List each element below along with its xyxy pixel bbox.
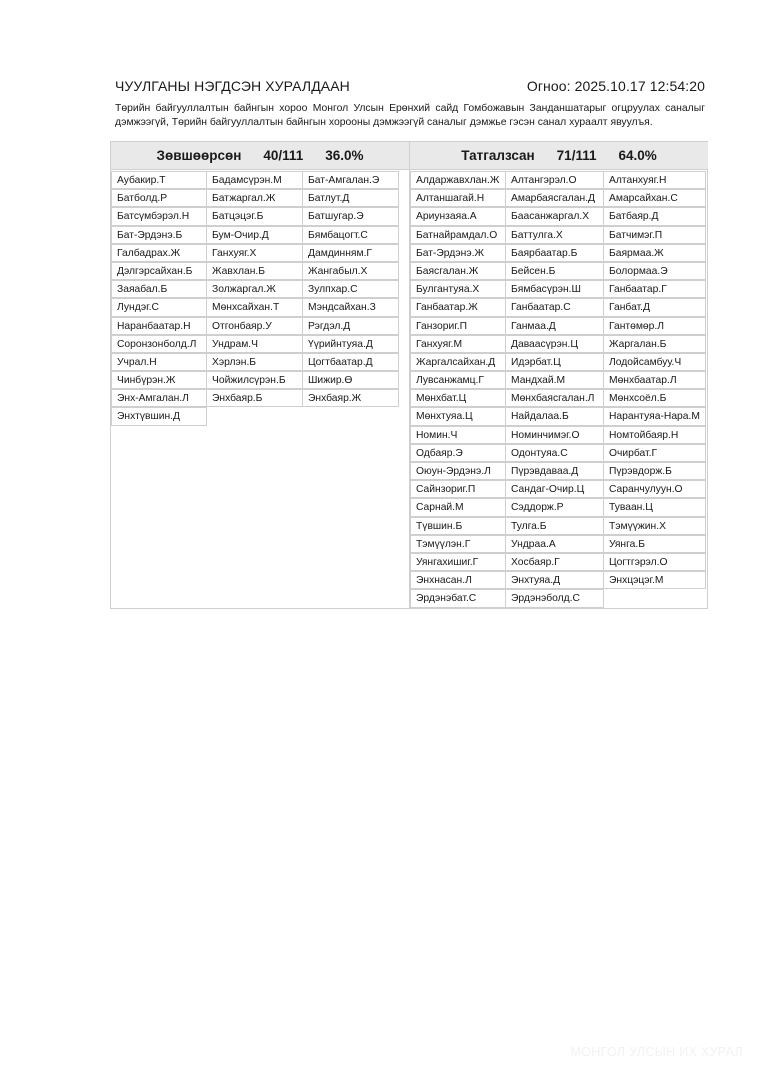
reject-member-name: Уянгахишиг.Г <box>410 553 506 571</box>
approve-member-name: Галбадрах.Ж <box>111 244 207 262</box>
reject-member-name: Баттулга.Х <box>505 226 604 244</box>
approve-member-name: Лундэг.С <box>111 298 207 316</box>
approve-member-name: Отгонбаяр.У <box>206 317 303 335</box>
approve-member-name: Бадамсүрэн.М <box>206 171 303 189</box>
reject-member-name: Нарантуяа-Нара.М <box>603 407 706 425</box>
approve-member-name: Ганхуяг.Х <box>206 244 303 262</box>
approve-member-name: Батжаргал.Ж <box>206 189 303 207</box>
approve-member-name: Шижир.Ө <box>302 371 399 389</box>
reject-member-name: Лувсанжамц.Г <box>410 371 506 389</box>
approve-header <box>111 142 409 170</box>
reject-member-name: Энхцэцэг.М <box>603 571 706 589</box>
reject-member-name: Эрдэнэбат.С <box>410 589 506 607</box>
reject-label: Татгалзсан <box>461 148 535 163</box>
approve-member-name: Бат-Амгалан.Э <box>302 171 399 189</box>
reject-member-name: Ганбаатар.С <box>505 298 604 316</box>
reject-member-name: Батчимэг.П <box>603 226 706 244</box>
reject-member-name: Ганзориг.П <box>410 317 506 335</box>
approve-count: 40/111 <box>263 148 304 163</box>
reject-member-name: Энхнасан.Л <box>410 571 506 589</box>
reject-member-name: Баярбаатар.Б <box>505 244 604 262</box>
approve-member-name: Бум-Очир.Д <box>206 226 303 244</box>
reject-member-name: Гантөмөр.Л <box>603 317 706 335</box>
reject-member-name: Түвшин.Б <box>410 517 506 535</box>
reject-member-name: Мөнхбаясгалан.Л <box>505 389 604 407</box>
reject-member-name: Алдаржавхлан.Ж <box>410 171 506 189</box>
approve-member-name: Чойжилсүрэн.Б <box>206 371 303 389</box>
reject-member-name: Одонтуяа.С <box>505 444 604 462</box>
approve-member-name: Жавхлан.Б <box>206 262 303 280</box>
approve-member-name: Чинбүрэн.Ж <box>111 371 207 389</box>
approve-member-name: Хэрлэн.Б <box>206 353 303 371</box>
approve-member-name: Үүрийнтуяа.Д <box>302 335 399 353</box>
approve-member-name: Энхбаяр.Ж <box>302 389 399 407</box>
approve-member-name: Соронзонболд.Л <box>111 335 207 353</box>
reject-member-name: Саранчулуун.О <box>603 480 706 498</box>
reject-member-name: Булгантуяа.Х <box>410 280 506 298</box>
approve-member-name: Батцэцэг.Б <box>206 207 303 225</box>
reject-member-name: Ганбат.Д <box>603 298 706 316</box>
reject-member-name: Бат-Эрдэнэ.Ж <box>410 244 506 262</box>
approve-member-name: Дэлгэрсайхан.Б <box>111 262 207 280</box>
approve-member-name: Энх-Амгалан.Л <box>111 389 207 407</box>
reject-member-name: Тулга.Б <box>505 517 604 535</box>
reject-member-name: Даваасүрэн.Ц <box>505 335 604 353</box>
approve-member-name: Энхтүвшин.Д <box>111 407 207 425</box>
approve-member-name: Цогтбаатар.Д <box>302 353 399 371</box>
reject-member-name: Батнайрамдал.О <box>410 226 506 244</box>
reject-member-name: Алтанхуяг.Н <box>603 171 706 189</box>
reject-member-name: Эрдэнэболд.С <box>505 589 604 607</box>
page-title: ЧУУЛГАНЫ НЭГДСЭН ХУРАЛДААН <box>115 78 350 94</box>
approve-member-name: Батлут.Д <box>302 189 399 207</box>
reject-member-name: Лодойсамбуу.Ч <box>603 353 706 371</box>
approve-member-name: Аубакир.Т <box>111 171 207 189</box>
reject-member-name: Тэмүүлэн.Г <box>410 535 506 553</box>
reject-member-name: Жаргалсайхан.Д <box>410 353 506 371</box>
reject-member-name: Алтангэрэл.О <box>505 171 604 189</box>
reject-member-name: Сандаг-Очир.Ц <box>505 480 604 498</box>
reject-member-name: Сэддорж.Р <box>505 498 604 516</box>
approve-member-name: Жангабыл.Х <box>302 262 399 280</box>
reject-member-name: Бейсен.Б <box>505 262 604 280</box>
reject-member-name: Ганбаатар.Г <box>603 280 706 298</box>
reject-member-name: Баярмаа.Ж <box>603 244 706 262</box>
reject-member-name: Тэмүүжин.Х <box>603 517 706 535</box>
reject-member-name: Ганмаа.Д <box>505 317 604 335</box>
reject-member-name: Номин.Ч <box>410 426 506 444</box>
reject-member-name: Бямбасүрэн.Ш <box>505 280 604 298</box>
reject-member-name: Мандхай.М <box>505 371 604 389</box>
reject-member-name: Ганхуяг.М <box>410 335 506 353</box>
reject-member-name: Энхтуяа.Д <box>505 571 604 589</box>
approve-member-name: Зулпхар.С <box>302 280 399 298</box>
approve-percent: 36.0% <box>325 148 364 163</box>
reject-header <box>410 142 708 170</box>
reject-member-name: Цогтгэрэл.О <box>603 553 706 571</box>
reject-member-name: Номинчимэг.О <box>505 426 604 444</box>
approve-member-name: Бямбацогт.С <box>302 226 399 244</box>
reject-member-name: Баясгалан.Ж <box>410 262 506 280</box>
reject-member-name: Ундраа.А <box>505 535 604 553</box>
reject-member-name: Одбаяр.Э <box>410 444 506 462</box>
reject-member-name: Номтойбаяр.Н <box>603 426 706 444</box>
approve-name-grid <box>111 171 409 426</box>
approve-member-name: Дамдинням.Г <box>302 244 399 262</box>
approve-member-name: Золжаргал.Ж <box>206 280 303 298</box>
reject-member-name: Ганбаатар.Ж <box>410 298 506 316</box>
reject-member-name: Мөнхбаатар.Л <box>603 371 706 389</box>
reject-count: 71/111 <box>556 148 597 163</box>
approve-section <box>111 142 410 608</box>
approve-member-name: Энхбаяр.Б <box>206 389 303 407</box>
reject-member-name: Уянга.Б <box>603 535 706 553</box>
reject-section <box>410 142 708 608</box>
reject-member-name: Найдалаа.Б <box>505 407 604 425</box>
reject-name-grid <box>410 171 708 608</box>
reject-member-name: Амарбаясгалан.Д <box>505 189 604 207</box>
reject-member-name: Идэрбат.Ц <box>505 353 604 371</box>
reject-member-name: Оюун-Эрдэнэ.Л <box>410 462 506 480</box>
reject-member-name: Баасанжаргал.Х <box>505 207 604 225</box>
approve-member-name: Наранбаатар.Н <box>111 317 207 335</box>
approve-member-name: Бат-Эрдэнэ.Б <box>111 226 207 244</box>
approve-member-name: Рэгдэл.Д <box>302 317 399 335</box>
reject-member-name: Туваан.Ц <box>603 498 706 516</box>
reject-member-name: Алтаншагай.Н <box>410 189 506 207</box>
reject-member-name: Пүрэвдаваа.Д <box>505 462 604 480</box>
approve-member-name: Батболд.Р <box>111 189 207 207</box>
approve-member-name: Батсүмбэрэл.Н <box>111 207 207 225</box>
approve-member-name: Мөнхсайхан.Т <box>206 298 303 316</box>
approve-member-name: Ундрам.Ч <box>206 335 303 353</box>
reject-member-name: Батбаяр.Д <box>603 207 706 225</box>
reject-member-name: Очирбат.Г <box>603 444 706 462</box>
reject-member-name: Сарнай.М <box>410 498 506 516</box>
timestamp: Огноо: 2025.10.17 12:54:20 <box>526 78 705 94</box>
approve-member-name: Учрал.Н <box>111 353 207 371</box>
reject-member-name: Пүрэвдорж.Б <box>603 462 706 480</box>
reject-member-name: Жаргалан.Б <box>603 335 706 353</box>
reject-percent: 64.0% <box>618 148 657 163</box>
page-header <box>115 78 705 94</box>
reject-member-name: Мөнхтуяа.Ц <box>410 407 506 425</box>
approve-member-name: Заяабал.Б <box>111 280 207 298</box>
reject-member-name: Болормаа.Э <box>603 262 706 280</box>
reject-member-name: Ариунзаяа.А <box>410 207 506 225</box>
reject-member-name: Мөнхсоёл.Б <box>603 389 706 407</box>
approve-label: Зөвшөөрсөн <box>156 148 242 163</box>
reject-member-name: Мөнхбат.Ц <box>410 389 506 407</box>
approve-member-name: Мэндсайхан.З <box>302 298 399 316</box>
approve-member-name: Батшугар.Э <box>302 207 399 225</box>
vote-results-table <box>110 141 708 609</box>
reject-member-name: Амарсайхан.С <box>603 189 706 207</box>
reject-member-name: Хосбаяр.Г <box>505 553 604 571</box>
watermark: МОНГОЛ УЛСЫН ИХ ХУРАЛ <box>570 1045 743 1059</box>
reject-member-name: Сайнзориг.П <box>410 480 506 498</box>
motion-description: Төрийн байгууллалтын байнгын хороо Монгол Улсын Ерөнхий сайд Гомбожавын Занданшатарыг огцруулах саналыг дэмжээгүй, Төрийн байгууллалтын байнгын хорооны дэмжээгүй саналыг дэмжье гэсэн санал хураалт явуулъя. <box>115 103 705 128</box>
